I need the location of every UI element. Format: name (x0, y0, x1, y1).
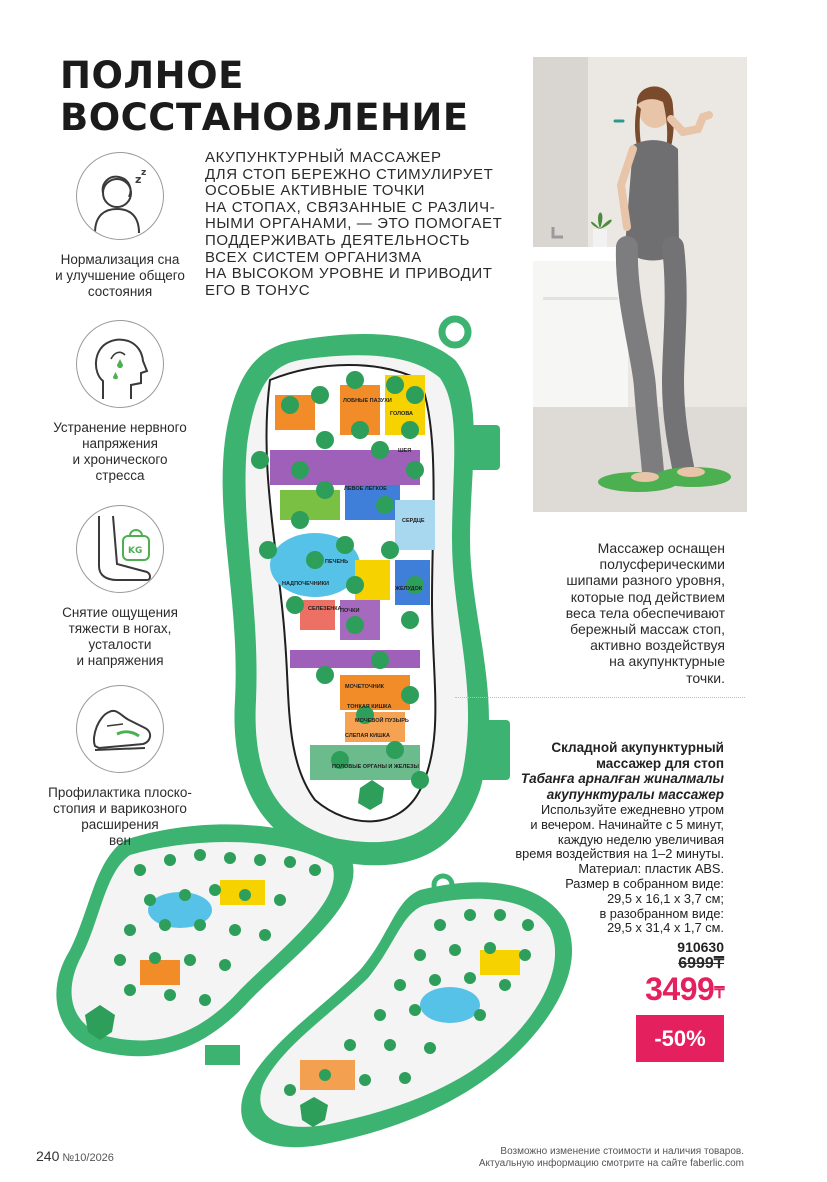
benefit-icon-circle (76, 152, 164, 240)
zone-label: МОЧЕТОЧНИК (345, 684, 385, 690)
zone-label: МОЧЕВОЙ ПУЗЫРЬ (355, 718, 409, 724)
description-line: активно воздействуя (590, 637, 725, 654)
detail-line: Используйте ежедневно утром (540, 802, 724, 817)
intro-line: НЫМИ ОРГАНАМИ, — ЭТО ПОМОГАЕТ (205, 215, 503, 233)
footer-note-line: Актуальную информацию смотрите на сайте faberlic.com (478, 1158, 744, 1169)
description-line: бережный массаж стоп, (570, 621, 725, 638)
benefit-caption (20, 420, 220, 484)
zone-label: ГОЛОВА (390, 411, 413, 417)
new-price-value: 3499 (645, 971, 715, 1007)
stress-head-icon (77, 321, 163, 407)
caption-line: Профилактика плоско- (48, 785, 192, 800)
zone-label: ЛОБНЫЕ ПАЗУХИ (343, 398, 392, 404)
intro-line: АКУПУНКТУРНЫЙ МАССАЖЕР (205, 149, 442, 166)
benefit-flat-foot (20, 685, 220, 849)
benefit-caption (20, 252, 220, 300)
product-details (470, 803, 724, 936)
zone-label: СЕРДЦЕ (402, 518, 425, 524)
caption-line: стресса (95, 468, 145, 483)
description-line: веса тела обеспечивают (565, 604, 725, 621)
footer-note (420, 1146, 744, 1170)
description-line: Массажер оснащен (597, 540, 725, 556)
product-info (470, 740, 724, 955)
zone-label: ТОНКАЯ КИШКА (347, 704, 392, 710)
benefit-caption (20, 605, 220, 669)
intro-line: ЕГО В ТОНУС (205, 281, 311, 299)
currency-sign: ₸ (713, 955, 724, 972)
zone-label: СЕЛЕЗЕНКА (308, 606, 342, 612)
new-price (560, 971, 724, 1008)
page-number-value: 240 (36, 1148, 60, 1164)
footer-note-line: Возможно изменение стоимости и наличия товаров. (500, 1146, 744, 1157)
detail-line: 29,5 х 16,1 х 3,7 см; (607, 890, 724, 906)
issue-number: №10/2026 (62, 1152, 114, 1164)
sleep-person-icon (77, 153, 163, 239)
title-line-1: ПОЛНОЕ (60, 54, 244, 97)
zone-label: НАДПОЧЕЧНИКИ (282, 581, 329, 587)
caption-line: усталости (88, 637, 152, 652)
title-line-2: ВОССТАНОВЛЕНИЕ (60, 96, 469, 139)
caption-line: стопия и варикозного (53, 801, 187, 816)
benefit-caption (20, 785, 220, 849)
zone-label: СЛЕПАЯ КИШКА (345, 733, 390, 739)
benefit-icon-circle (76, 505, 164, 593)
intro-line: ОСОБЫЕ АКТИВНЫЕ ТОЧКИ (205, 182, 426, 200)
detail-line: каждую неделю увеличивая (557, 831, 724, 847)
caption-line: и напряжения (76, 653, 164, 668)
caption-line: напряжения (82, 436, 158, 451)
detail-line: в разобранном виде: (599, 905, 724, 921)
zone-label: ЛЕВОЕ ЛЕГКОЕ (344, 486, 387, 492)
zone (395, 500, 435, 550)
product-name-kz-line: акупунктуралы массажер (546, 786, 724, 802)
product-code: 910630 (677, 939, 724, 956)
detail-line: время воздействия на 1–2 минуты. (515, 846, 724, 862)
hang-loop (442, 319, 468, 345)
hinge (205, 1045, 240, 1065)
old-price (560, 953, 724, 973)
page-number (36, 1148, 114, 1164)
description-line: шипами разного уровня, (566, 572, 725, 589)
benefit-legs (20, 505, 220, 669)
caption-line: состояния (87, 284, 153, 299)
description-line: полусферическими (599, 556, 725, 573)
svg-text:z: z (141, 168, 147, 178)
zone-label: ПОЧКИ (340, 608, 360, 614)
caption-line: и улучшение общего (55, 268, 185, 283)
product-name-line: Складной акупунктурный (551, 740, 724, 755)
caption-line: Устранение нервного (53, 420, 187, 435)
product-name-line: массажер для стоп (595, 755, 724, 771)
discount-badge: -50% (636, 1015, 724, 1062)
zone-label: ПОЛОВЫЕ ОРГАНЫ И ЖЕЛЕЗЫ (332, 764, 419, 770)
zone (290, 650, 420, 668)
benefit-sleep (20, 152, 220, 300)
caption-line: и хронического (72, 452, 168, 467)
detail-line: и вечером. Начинайте с 5 минут, (530, 816, 724, 832)
benefit-icon-circle (76, 320, 164, 408)
caption-line: Нормализация сна (60, 252, 180, 267)
zone-label: ШЕЯ (398, 448, 412, 454)
woman-using-massager-illustration (533, 57, 747, 512)
detail-line: Размер в собранном виде: (565, 875, 724, 891)
section-divider (455, 697, 745, 698)
intro-line: ВСЕХ СИСТЕМ ОРГАНИЗМА (205, 248, 422, 266)
description-line: точки. (686, 669, 725, 686)
product-name-kz-line: Табанға арналған жиналмалы (520, 771, 724, 786)
caption-line: расширения (81, 817, 159, 832)
benefit-stress (20, 320, 220, 484)
intro-line: ПОДДЕРЖИВАТЬ ДЕЯТЕЛЬНОСТЬ (205, 231, 471, 249)
intro-line: НА СТОПАХ, СВЯЗАННЫЕ С РАЗЛИЧ- (205, 198, 496, 216)
flat-foot-icon (77, 686, 163, 772)
upright-foot-plate (223, 319, 510, 865)
caption-line: вен (109, 833, 131, 848)
svg-text:KG: KG (128, 546, 143, 556)
zone (300, 600, 335, 630)
zone-label: ПЕЧЕНЬ (325, 559, 349, 565)
detail-line: 29,5 х 31,4 х 1,7 см. (607, 920, 724, 936)
heavy-legs-icon (77, 506, 163, 592)
svg-text:z: z (135, 173, 142, 186)
caption-line: тяжести в ногах, (68, 621, 172, 636)
currency-sign: ₸ (714, 985, 724, 1002)
lifestyle-photo (533, 57, 747, 512)
intro-line: НА ВЫСОКОМ УРОВНЕ И ПРИВОДИТ (205, 265, 493, 283)
description-line: которые под действием (570, 588, 725, 605)
benefit-icon-circle (76, 685, 164, 773)
intro-line: ДЛЯ СТОП БЕРЕЖНО СТИМУЛИРУЕТ (205, 165, 494, 183)
feature-description (520, 540, 725, 686)
caption-line: Снятие ощущения (62, 605, 178, 620)
detail-line: Материал: пластик ABS. (578, 861, 724, 877)
zone-label: ЖЕЛУДОК (395, 586, 423, 592)
old-price-value: 6999 (678, 955, 714, 972)
product-name (470, 740, 724, 771)
description-line: на акупунктурные (609, 653, 725, 670)
product-name-kz (470, 771, 724, 802)
